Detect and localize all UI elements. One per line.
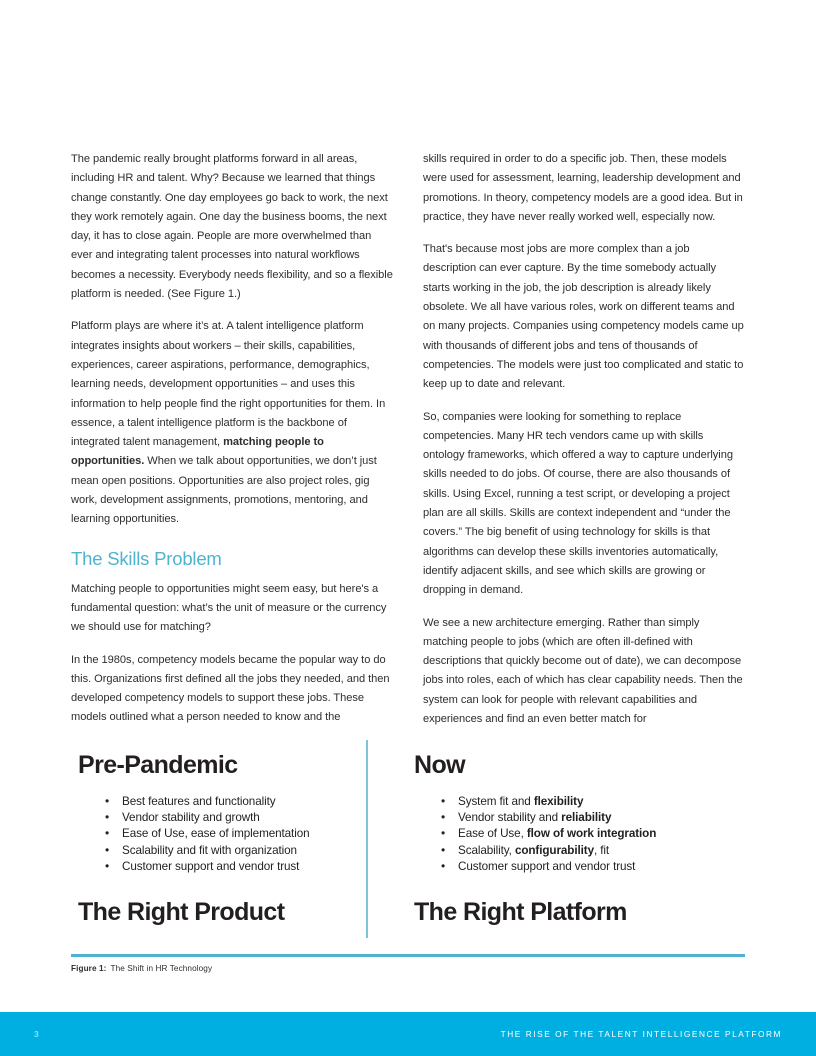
bullet-text-run: Scalability and fit with organization xyxy=(122,843,297,857)
bullet-bold-run: reliability xyxy=(561,811,612,825)
figure-1 xyxy=(71,732,745,947)
paragraph: So, companies were looking for something to replace competencies. Many HR tech vendors came up with skills ontology frameworks, which offered a way to capture underlying skills needed to do jobs. Of course, there are also thousands of skills. Using Excel, running a test script, or developing a project plan are all skills. Skills are context independent and “under the covers.” The big benefit of using technology for skills is that algorithms can develop these skills inventories automatically, identify adjacent skills, and see which skills are growing or dropping in demand. xyxy=(423,410,733,597)
figure-caption xyxy=(71,963,745,975)
figure-bullet-item xyxy=(441,843,745,859)
figure-caption-text: The Shift in HR Technology xyxy=(110,964,213,973)
paragraph-bold-run: matching people to opportunities. xyxy=(71,436,324,468)
bullet-text-run: , fit xyxy=(593,843,610,857)
section-heading: The Skills Problem xyxy=(71,547,222,569)
figure-pane-conclusion: The Right Platform xyxy=(414,898,627,927)
article-columns xyxy=(71,150,745,742)
paragraph: Matching people to opportunities might seem easy, but here's a fundamental question: what’s the unit of measure or the currency we should use for matching? xyxy=(71,582,387,634)
figure-bullet-item xyxy=(105,826,366,842)
figure-bullet-item xyxy=(441,794,745,810)
figure-caption-rule xyxy=(71,954,745,957)
bullet-text-run: Ease of Use, xyxy=(458,827,527,841)
paragraph: skills required in order to do a specific job. Then, these models were used for assessment, learning, leadership development and promotions. In theory, competency models are a good idea. But in practice, they have never really worked well, especially now. xyxy=(423,153,743,223)
bullet-text-run: Ease of Use, ease of implementation xyxy=(122,827,310,841)
figure-pane-title: Now xyxy=(414,751,465,779)
bullet-bold-run: flow of work integration xyxy=(526,827,657,841)
figure-bullet-item xyxy=(105,794,366,810)
figure-bullet-item xyxy=(105,843,366,859)
paragraph: The pandemic really brought platforms forward in all areas, including HR and talent. Why? Because we learned that things change constantly. One day employees go back to work, the next they work remotely again. One day the business booms, the next day, it has to close again. People are more overwhelmed than ever and integrating talent processes into natural workflows becomes a necessity. Everybody needs flexibility, and so a flexible platform is needed. (See Figure 1.) xyxy=(71,153,393,301)
figure-bullet-item xyxy=(441,859,745,875)
right-column xyxy=(423,150,745,742)
paragraph: We see a new architecture emerging. Rather than simply matching people to jobs (which are often ill-defined with descriptions that quickly become out of date), we can decompose jobs into roles, each of which has clear capability needs. Then the system can look for people with relevant capabilities and experiences and find an even better match for xyxy=(423,616,743,726)
figure-pane-conclusion: The Right Product xyxy=(78,898,285,927)
paragraph-text-run: When we talk about opportunities, we don’t just mean open positions. Opportunities are also project roles, gig work, development assignments, promotions, mentoring, and learning opportunities. xyxy=(71,455,377,526)
bullet-bold-run: flexibility xyxy=(533,795,584,808)
figure-pane-title: Pre-Pandemic xyxy=(78,751,238,779)
figure-bullet-list xyxy=(78,794,366,875)
figure-bullet-item xyxy=(441,826,745,842)
paragraph xyxy=(71,317,393,529)
figure-bullet-list xyxy=(414,794,745,875)
paragraph-text-run: Platform plays are where it’s at. A talent intelligence platform integrates insights about workers – their skills, capabilities, experiences, career aspirations, performance, demographics, learning needs, development opportunities – and uses this information to help people find the right opportunities for them. In essence, a talent intelligence platform is the backbone of integrated talent management, xyxy=(71,320,386,449)
bullet-text-run: Vendor stability and growth xyxy=(122,811,260,825)
figure-inner xyxy=(71,732,745,947)
figure-bullet-item xyxy=(105,859,366,875)
left-column xyxy=(71,150,393,742)
bullet-text-run: Scalability, xyxy=(458,843,515,857)
bullet-bold-run: configurability xyxy=(514,843,594,857)
paragraph: In the 1980s, competency models became the popular way to do this. Organizations first defined all the jobs they needed, and then developed competency models to support these jobs. These models outlined what a person needed to know and the xyxy=(71,653,390,724)
bullet-text-run: Best features and functionality xyxy=(122,795,276,808)
figure-pane-pre-pandemic xyxy=(71,732,366,947)
figure-bullet-item xyxy=(105,810,366,826)
bullet-text-run: Customer support and vendor trust xyxy=(122,859,300,873)
figure-caption-label: Figure 1: xyxy=(71,964,107,973)
bullet-text-run: System fit and xyxy=(458,795,534,808)
bullet-text-run: Vendor stability and xyxy=(458,811,562,825)
bullet-text-run: Customer support and vendor trust xyxy=(458,859,636,873)
figure-pane-now xyxy=(366,732,745,947)
paragraph: That's because most jobs are more complex than a job description can ever capture. By the time somebody actually starts working in the job, the job description is already likely obsolete. We all have various roles, work on different teams and on many projects. Companies using competency models came up with thousands of different jobs and tens of thousands of competencies. The models were just too complicated and static to keep up to date and relevant. xyxy=(423,243,744,391)
figure-bullet-item xyxy=(441,810,745,826)
page-footer xyxy=(0,1012,816,1056)
footer-page-number: 3 xyxy=(34,1029,40,1039)
footer-document-title: THE RISE OF THE TALENT INTELLIGENCE PLATFORM xyxy=(500,1029,782,1039)
